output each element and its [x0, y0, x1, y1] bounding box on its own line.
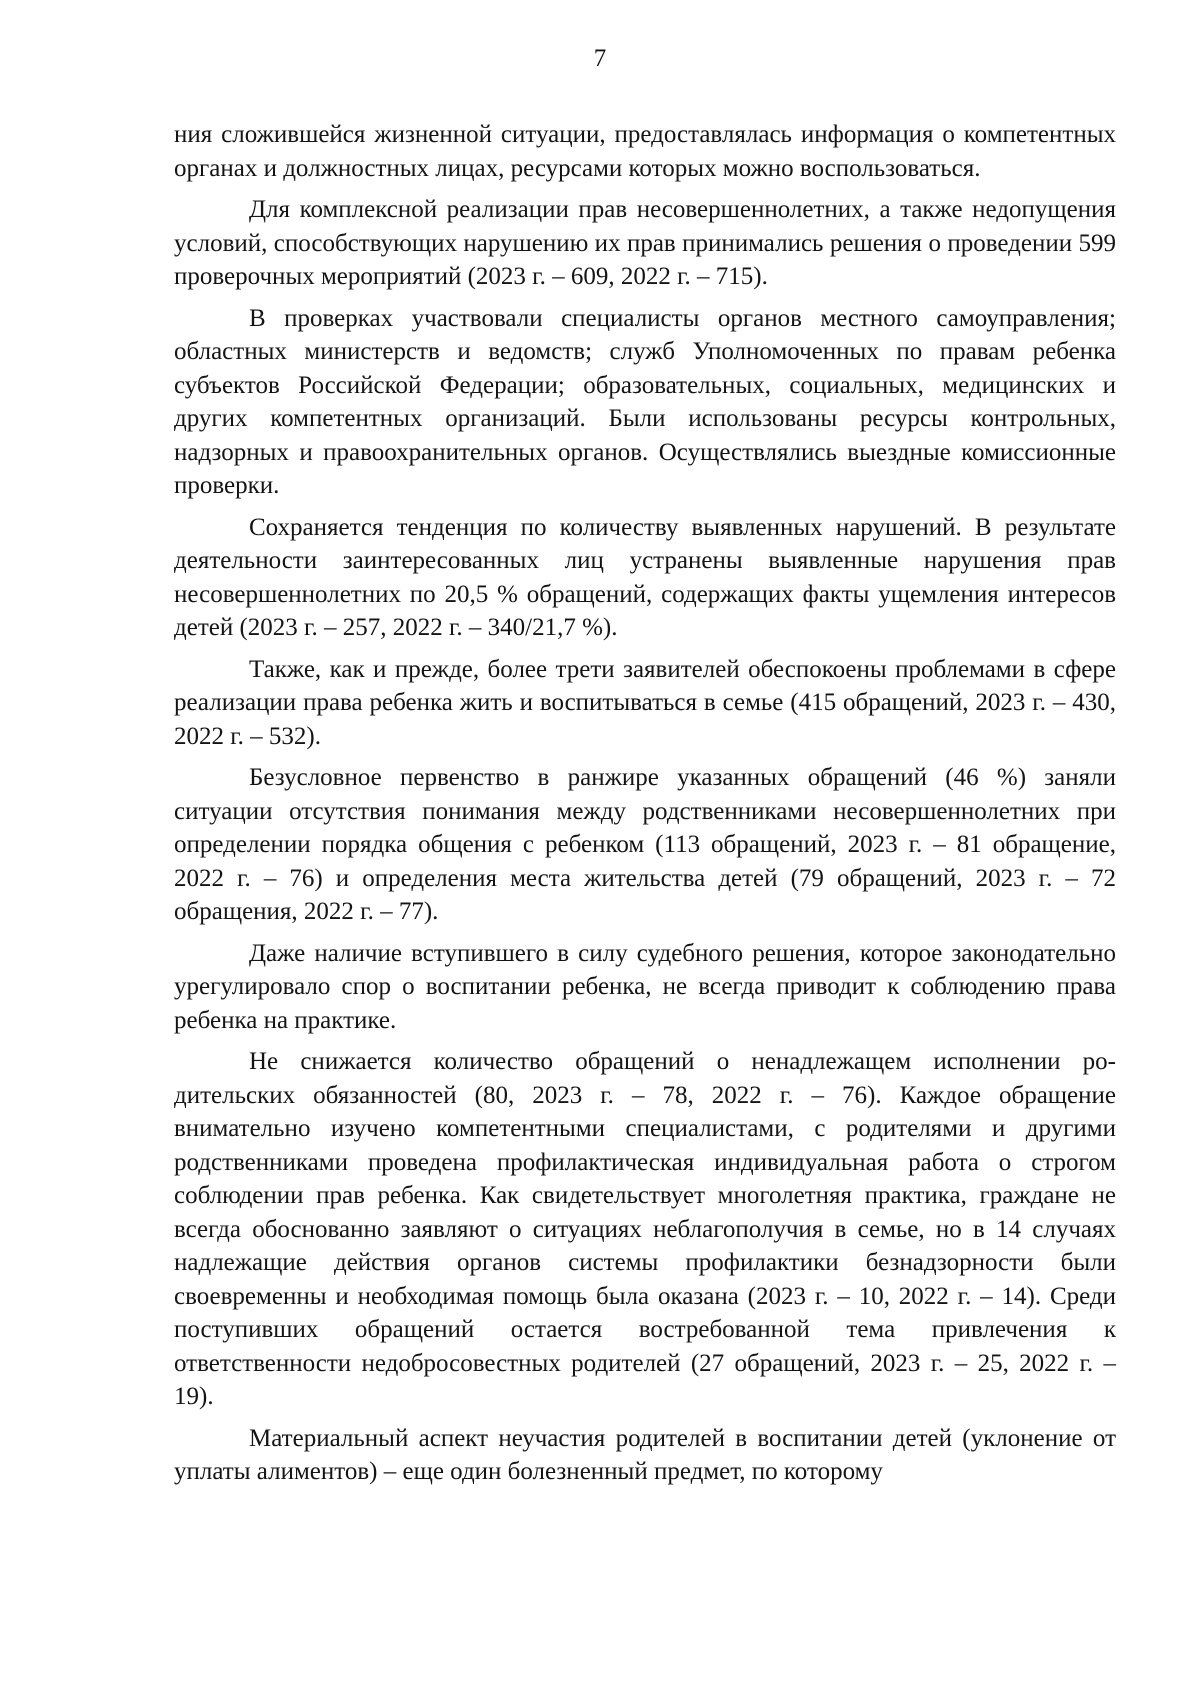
paragraph-inspections-decisions: Для комплексной реализации прав несовершеннолетних, а также недопущения условий, способствующих нарушению их прав принимались решения о проведении 599 проверочных мероприятий (2023 г. – 609, 2022 г. – 715). [174, 196, 1116, 290]
paragraph-relatives-disputes: Безусловное первенство в ранжире указанных обращений (46 %) заняли ситуации отсутствия понимания между родственниками несовершеннолетних при определении порядка общения с ребенком (113 обращений, 2023 г. – 81 обращение, 2022 г. – 76) и определения места жительства детей (79 обращений, 2023 г. – 72 обращения, 2022 г. – 77). [174, 764, 1116, 925]
page-number: 7 [593, 45, 607, 72]
document-body [174, 118, 1116, 1497]
paragraph-parental-duties: Не снижается количество обращений о ненадлежащем исполнении родительских обязанностей (80, 2023 г. – 78, 2022 г. – 76). Каждое обращение внимательно изучено компетентными специалистами, с родителями и другими родственниками проведена профилактическая индивидуальная работа о строгом соблюдении прав ребенка. Как свидетельствует многолетняя практика, граждане не всегда обоснованно заявляют о ситуациях неблагополучия в семье, но в 14 случаях надлежащие действия органов системы профилактики безнадзорности были своевременны и необходимая помощь была оказана (2023 г. – 10, 2022 г. – 14). Среди поступивших обращений остается востребованной тема привлечения к ответственности недобросовестных родителей (27 обращений, 2023 г. – 25, 2022 г. – 19). [174, 1048, 1116, 1410]
paragraph-inspection-participants: В проверках участвовали специалисты органов местного самоуправления; областных министерств и ведомств; служб Уполномоченных по правам ребенка субъектов Российской Федерации; образовательных, социальных, медицинских и других компетентных организаций. Были использованы ресурсы контрольных, надзорных и правоохранительных органов. Осуществлялись выездные комиссионные проверки. [174, 304, 1116, 499]
paragraph-family-rights: Также, как и прежде, более трети заявителей обеспокоены проблемами в сфере реализации права ребенка жить и воспитываться в семье (415 обращений, 2023 г. – 430, 2022 г. – 532). [174, 655, 1116, 750]
paragraph-alimony: Материальный аспект неучастия родителей в воспитании детей (уклонение от уплаты алиментов) – еще один болезненный предмет, по которому [174, 1424, 1116, 1485]
paragraph-violations-trend: Сохраняется тенденция по количеству выявленных нарушений. В результате деятельности заинтересованных лиц устранены выявленные нарушения прав несовершеннолетних по 20,5 % обращений, содержащих факты ущемления интересов детей (2023 г. – 257, 2022 г. – 340/21,7 %). [174, 513, 1116, 641]
paragraph-court-decision: Даже наличие вступившего в силу судебного решения, которое законодательно урегулировало спор о воспитании ребенка, не всегда приводит к соблюдению права ребенка на практике. [174, 939, 1116, 1034]
paragraph-continuation: ния сложившейся жизненной ситуации, предоставлялась информация о компетентных органах и должностных лицах, ресурсами которых можно воспользоваться. [174, 121, 1116, 182]
